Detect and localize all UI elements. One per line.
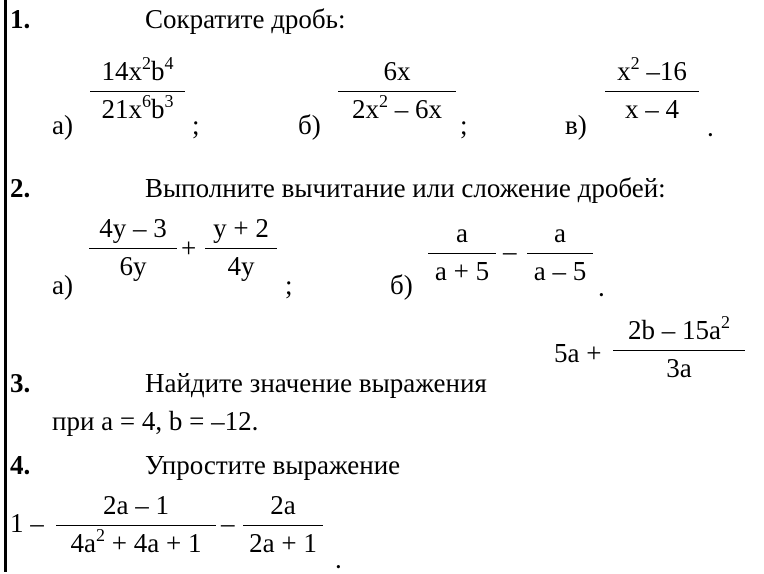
task-4-number: 4. [10,450,31,480]
period: . [335,544,342,574]
task-3-condition: при a = 4, b = –12. [52,406,259,436]
task-3-fraction: $2b - 15a^2$ 3a [613,317,745,382]
task-1v-fraction: $x^2$ –16 x – 4 [605,58,699,123]
task-2-title: Выполните вычитание или сложение дробей: [145,173,666,203]
task-4-title: Упростите выражение [145,450,401,480]
minus-sign: – [503,236,517,266]
task-2b-fraction-2: a a – 5 [527,220,593,285]
task-2a-fraction-1: 4y – 3 6y [89,215,177,280]
task-1a-fraction: $14x^2b^4$ $21x^6b^3$ [90,58,185,123]
task-2a-fraction-2: y + 2 4y [205,215,277,280]
task-4-fraction-1: 2a – 1 $4a^2 + 4a + 1$ [56,492,216,557]
task-4-expression-prefix: 1 – [10,508,44,538]
semicolon: ; [460,110,468,140]
task-3-title: Найдите значение выражения [145,368,487,398]
semicolon: ; [285,270,293,300]
task-1b-fraction: 6x $2x^2 - 6x$ [338,58,456,123]
plus-sign: + [181,233,197,263]
task-1-number: 1. [10,4,31,34]
task-2b-fraction-1: a a + 5 [428,220,496,285]
task-1-label-a: а) [52,110,73,140]
task-2-number: 2. [10,173,31,203]
task-4-fraction-2: 2a 2a + 1 [243,492,323,557]
task-1-label-v: в) [565,110,587,140]
period: . [598,272,605,302]
semicolon: ; [192,110,200,140]
minus-sign: – [221,508,235,538]
task-3-expression-prefix: 5a + [554,338,602,368]
task-2-label-a: а) [52,270,73,300]
task-2-label-b: б) [390,270,413,300]
period: . [707,112,714,142]
task-1-label-b: б) [298,110,321,140]
task-1-title: Сократите дробь: [145,4,346,34]
left-margin-line [4,0,7,572]
task-3-number: 3. [10,368,31,398]
